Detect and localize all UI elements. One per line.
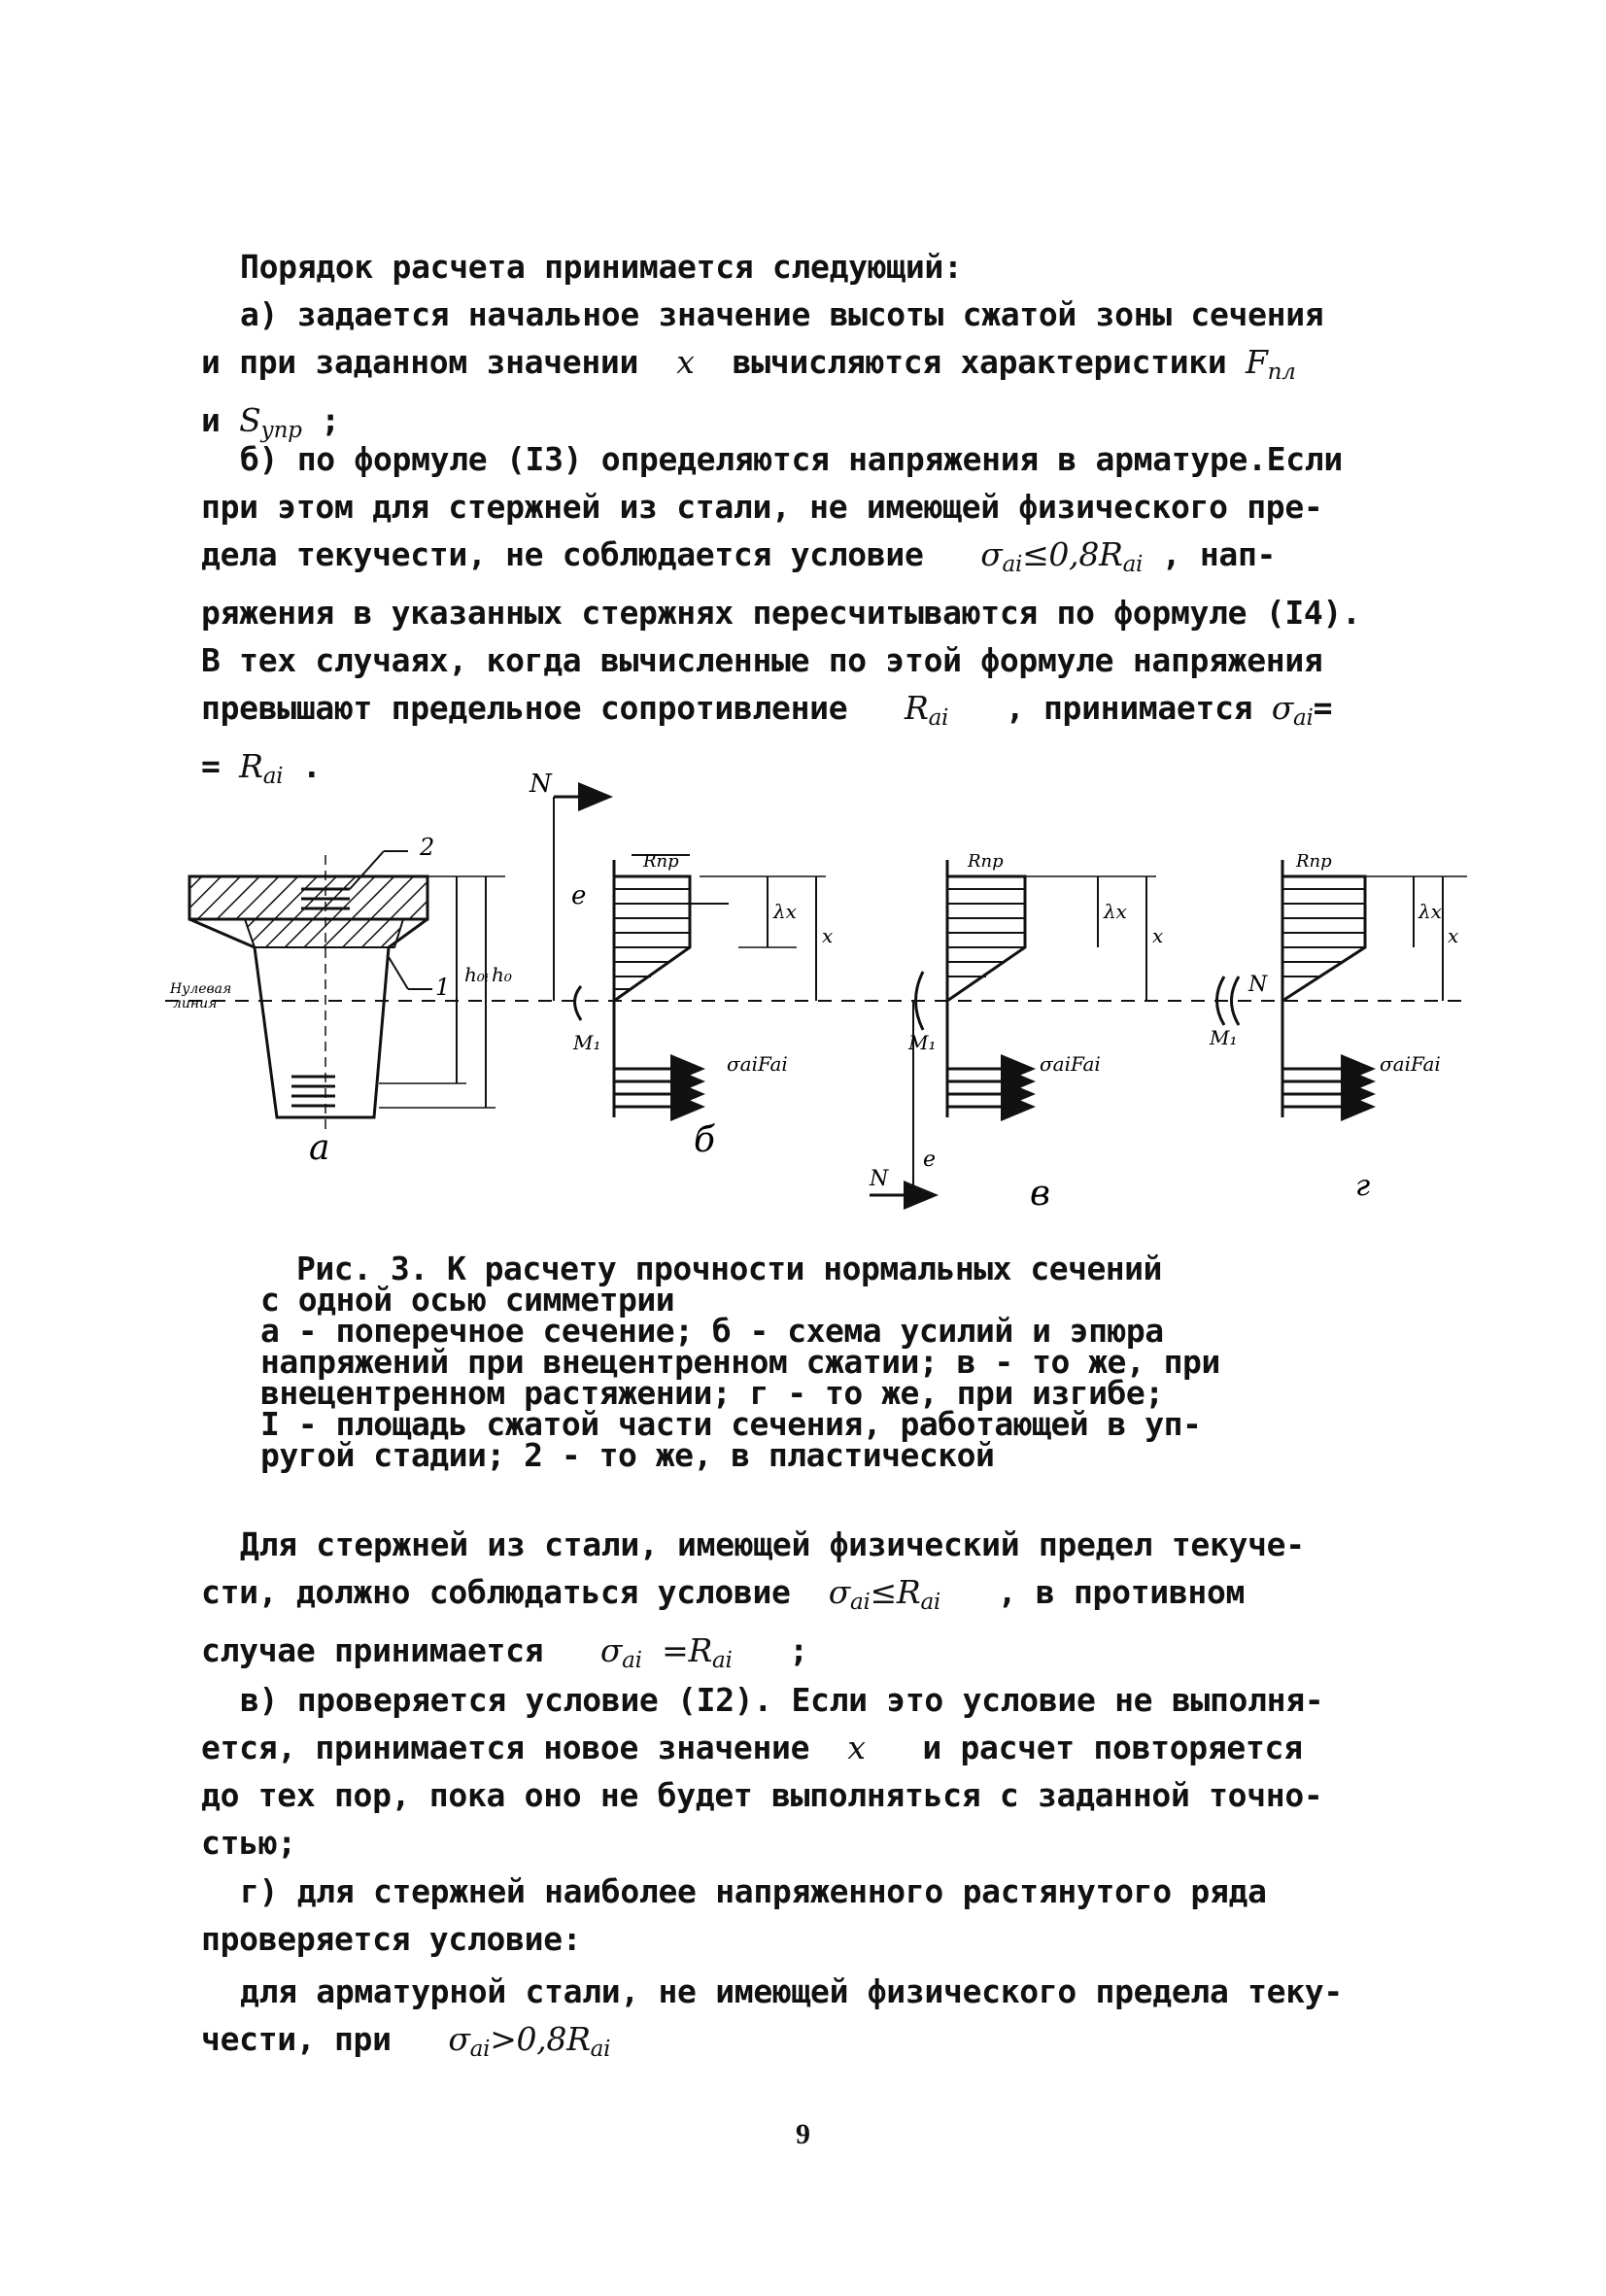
label-n-bottom: N bbox=[870, 1167, 889, 1191]
label-rpr-v: Rпр bbox=[968, 851, 1004, 872]
step-b-line1: б) по формуле (I3) определяются напряжения в арматуре.Если bbox=[240, 440, 1343, 478]
cross-section-a bbox=[189, 851, 505, 1132]
subscript: ai bbox=[920, 1590, 941, 1615]
text-fragment: , нап- bbox=[1161, 535, 1277, 573]
para2-line2 bbox=[201, 1568, 1425, 1627]
label-lx-v: λx bbox=[1104, 900, 1127, 923]
symbol: σ bbox=[980, 535, 1003, 573]
step-v-line2 bbox=[201, 1724, 1425, 1771]
label-null-line-1: Нулевая bbox=[170, 981, 232, 997]
symbol: F bbox=[1246, 343, 1268, 381]
label-2: 2 bbox=[420, 834, 435, 861]
label-m1-v: M₁ bbox=[908, 1031, 937, 1054]
formula-condition3 bbox=[448, 2020, 611, 2062]
label-m1-b: M₁ bbox=[573, 1031, 601, 1054]
label-m1-g: M₁ bbox=[1210, 1026, 1238, 1049]
label-lx-g: λx bbox=[1418, 900, 1442, 923]
caption-line3: а - поперечное сечение; б - схема усилий и эпюра bbox=[260, 1312, 1164, 1350]
sublabel-g: г bbox=[1355, 1169, 1371, 1203]
label-sigma-f-g: σaiFai bbox=[1380, 1052, 1441, 1076]
text-fragment: случае принимается bbox=[201, 1631, 544, 1669]
web-elastic-zone bbox=[245, 919, 403, 947]
subscript: ai bbox=[622, 1648, 642, 1673]
label-h0: h₀ bbox=[492, 963, 512, 986]
step-v-line3: до тех пор, пока оно не будет выполняться с заданной точно- bbox=[201, 1776, 1323, 1814]
para3-line2 bbox=[201, 2015, 1425, 2073]
subscript: ai bbox=[928, 705, 949, 731]
caption-line1: Рис. 3. К расчету прочности нормальных сечений bbox=[296, 1250, 1162, 1287]
text-fragment: и при заданном значении bbox=[201, 343, 639, 381]
label-rpr-g: Rпр bbox=[1296, 851, 1332, 872]
step-b-line5: В тех случаях, когда вычисленные по этой формуле напряжения bbox=[201, 641, 1323, 679]
step-v-line1: в) проверяется условие (I2). Если это условие не выполня- bbox=[240, 1681, 1324, 1719]
symbol: =R bbox=[662, 1631, 713, 1669]
symbol: σ bbox=[828, 1573, 850, 1611]
label-x-g: x bbox=[1448, 924, 1459, 947]
para2-line1: Для стержней из стали, имеющей физический предел текуче- bbox=[240, 1525, 1305, 1563]
figure-caption bbox=[260, 1250, 1349, 1474]
para2-block bbox=[201, 1521, 1425, 1685]
label-null-line-2: линия bbox=[173, 996, 218, 1011]
step-b-line2: при этом для стержней из стали, не имеющей физического пре- bbox=[201, 488, 1323, 526]
caption-line5: внецентренном растяжении; г - то же, при изгибе; bbox=[260, 1374, 1164, 1412]
step-v-block bbox=[201, 1676, 1425, 1867]
text-fragment: и bbox=[201, 401, 221, 439]
step-a-line1: а) задается начальное значение высоты сжатой зоны сечения bbox=[240, 295, 1324, 333]
step-g-line2: проверяется условие: bbox=[201, 1920, 582, 1958]
label-h0i: h₀ᵢ bbox=[464, 963, 489, 986]
text-fragment: превышают предельное сопротивление bbox=[201, 689, 848, 727]
subscript: ai bbox=[712, 1648, 733, 1673]
text-fragment: , принимается bbox=[1005, 689, 1253, 727]
caption-line2: с одной осью симметрии bbox=[260, 1281, 675, 1319]
subscript: ai bbox=[849, 1590, 871, 1615]
text-fragment: дела текучести, не соблюдается условие bbox=[201, 535, 924, 573]
subscript: ai bbox=[469, 2037, 491, 2062]
text-fragment: , в противном bbox=[997, 1573, 1246, 1611]
text-fragment: ; bbox=[789, 1631, 808, 1669]
symbol: σ bbox=[1271, 689, 1294, 727]
subscript: ai bbox=[262, 764, 284, 789]
step-g-line1: г) для стержней наиболее напряженного растянутого ряда bbox=[240, 1872, 1267, 1910]
intro-line: Порядок расчета принимается следующий: bbox=[240, 248, 963, 286]
sublabel-a: а bbox=[309, 1128, 330, 1168]
caption-line4: напряжений при внецентренном сжатии; в - то же, при bbox=[260, 1343, 1220, 1381]
bottom-rebars bbox=[291, 1077, 335, 1106]
label-n-top: N bbox=[530, 770, 552, 799]
text-fragment: чести, при bbox=[201, 2020, 392, 2058]
step-b-line4: ряжения в указанных стержнях пересчитываются по формуле (I4). bbox=[201, 594, 1361, 632]
label-rpr-b: Rпр bbox=[643, 851, 679, 872]
subscript: ai bbox=[1293, 705, 1314, 731]
formula-x: x bbox=[847, 1729, 866, 1766]
text-fragment: = bbox=[1313, 689, 1333, 727]
text-fragment: = bbox=[201, 747, 221, 785]
subscript: ai bbox=[1122, 552, 1144, 577]
subscript: ai bbox=[1002, 552, 1023, 577]
caption-line6: I - площадь сжатой части сечения, работающей в уп- bbox=[260, 1405, 1202, 1443]
caption-line7: ругой стадии; 2 - то же, в пластической bbox=[260, 1436, 995, 1474]
label-sigma-f-b: σaiFai bbox=[727, 1052, 788, 1076]
label-n-g: N bbox=[1248, 973, 1268, 997]
formula-condition2 bbox=[828, 1573, 941, 1615]
label-sigma-f-v: σaiFai bbox=[1040, 1052, 1101, 1076]
symbol: R bbox=[905, 689, 929, 727]
text-fragment: ; bbox=[321, 401, 340, 439]
symbol: >0,8R bbox=[490, 2020, 591, 2058]
para3-line1: для арматурной стали, не имеющей физического предела теку- bbox=[240, 1972, 1343, 2010]
para3-block bbox=[201, 1968, 1425, 2073]
leader-1b bbox=[389, 957, 408, 989]
sublabel-v: в bbox=[1030, 1174, 1050, 1214]
stress-diagram-b bbox=[575, 855, 827, 1117]
label-e-bottom: e bbox=[923, 1148, 937, 1172]
step-g-block bbox=[201, 1868, 1425, 1963]
subscript: упр bbox=[260, 418, 302, 443]
symbol: σ bbox=[599, 1631, 623, 1669]
text-fragment: вычисляются характеристики bbox=[732, 343, 1227, 381]
text-fragment: . bbox=[301, 747, 322, 785]
text-fragment: ется, принимается новое значение bbox=[201, 1729, 810, 1766]
label-e: e bbox=[571, 881, 587, 910]
step-v-line4: стью; bbox=[201, 1824, 296, 1862]
text-fragment: и расчет повторяется bbox=[922, 1729, 1303, 1766]
page-number: 9 bbox=[796, 2118, 810, 2150]
formula-x: x bbox=[676, 343, 695, 381]
symbol: ≤R bbox=[870, 1573, 921, 1611]
text-fragment: сти, должно соблюдаться условие bbox=[201, 1573, 791, 1611]
symbol: R bbox=[239, 747, 263, 785]
sublabel-b: б bbox=[694, 1120, 715, 1160]
label-1: 1 bbox=[435, 974, 451, 1001]
label-x-v: x bbox=[1152, 924, 1164, 947]
subscript: ai bbox=[590, 2037, 611, 2062]
symbol: σ bbox=[448, 2020, 470, 2058]
subscript: пл bbox=[1267, 360, 1296, 385]
label-lx-b: λx bbox=[773, 900, 797, 923]
label-x-b: x bbox=[822, 924, 834, 947]
symbol: ≤0,8R bbox=[1022, 535, 1123, 573]
formula-equality bbox=[599, 1631, 733, 1673]
symbol: S bbox=[239, 401, 261, 439]
